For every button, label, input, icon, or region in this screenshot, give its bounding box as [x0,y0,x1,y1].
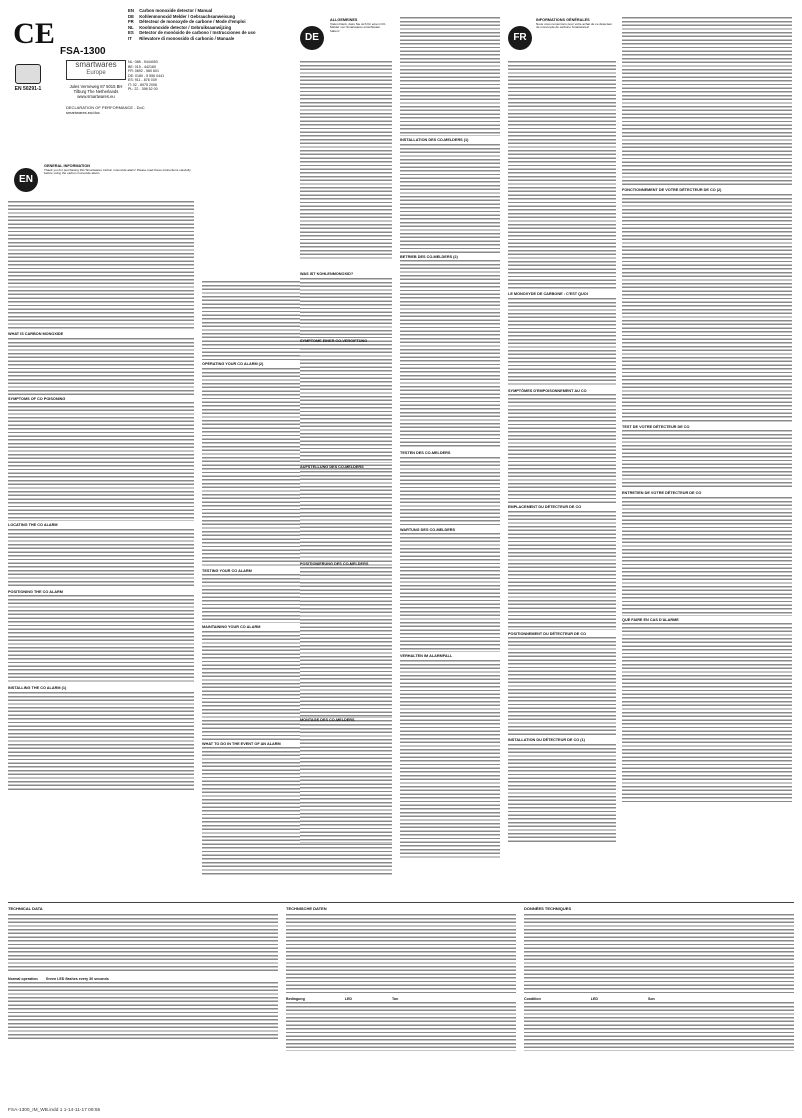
text-block [300,470,392,560]
text-block [524,1001,794,1051]
intro-text: Thank you for purchasing this Smartwares carbon monoxide alarm! Please read these instructions carefully before using the carbon monoxide alarm. [44,167,191,176]
title-lang: FR [128,19,134,25]
section-heading: SYMPTÔMES D'EMPOISONNEMENT AU CO [508,388,587,393]
contact-line: FR: 0892 - 560 601 [128,69,159,73]
company-address [66,84,126,99]
text-block [300,277,392,337]
section-heading: MONTAGE DES CO-MELDERS [300,718,355,723]
text-block [400,456,500,526]
section-heading: LE MONOXYDE DE CARBONE : C'EST QUOI [508,292,588,296]
table-header-cell: LED [590,997,598,1001]
text-block [622,496,792,616]
title-lang: NL [128,24,134,30]
section-heading: VERHALTEN IM ALARMFALL [400,654,453,659]
lang-badge-fr: FR [508,26,532,50]
section-heading: WHAT TO DO IN THE EVENT OF AN ALARM [202,741,281,746]
text-block [622,429,792,489]
contact-line: ES: 911 - 876 039 [128,78,157,82]
contact-line: NL: 088 - 9444053 [128,60,158,64]
website: www.smartwares.eu [77,94,115,99]
text-block [8,594,194,684]
text-block [400,259,500,449]
title-text: Rilevatore di monossido di carbonio / Manuale [139,35,235,41]
section-heading: ENTRETIEN DE VOTRE DÉTECTEUR DE CO [622,491,702,496]
contact-line: PL: 22 - 398 52 00 [128,87,158,91]
text-block [622,622,792,802]
title-text: Carbon monoxide detector / Manual [139,8,213,13]
standard-icon [15,64,41,84]
section-heading: TESTING YOUR CO ALARM [202,568,252,573]
tech-en [8,906,278,1102]
lang-badge-en: EN [14,168,38,192]
text-block [508,393,616,503]
brand-name: smartwares [75,60,117,69]
section-heading: AUFSTELLUNG DES CO-MELDERS [300,465,364,470]
column-en [44,162,194,177]
section-heading: WARTUNG DES CO-MELDERS [400,527,456,532]
text-block [400,532,500,652]
section-heading: POSITIONIERUNG DES CO-MELDERS [300,561,369,566]
intro-text: Nous vous remercions pour votre achat de ce détecteur de monoxyde de carbone Smartwares! [536,21,613,30]
text-block [8,913,278,973]
text-block [524,913,794,993]
text-block [286,913,516,993]
section-heading: TEST DE VOTRE DÉTECTEUR DE CO [622,424,690,429]
intro-text: Vielen Dank, dass Sie sich für einen CO-Melder von Smartwares entschieden haben! [330,21,387,33]
section-heading: FONCTIONNEMENT DE VOTRE DÉTECTEUR DE CO (2) [622,188,722,192]
table-header-cell: Normal operation [8,977,38,981]
section-heading: WHAT IS CARBON MONOXIDE [8,332,64,336]
contact-line: BE: 015 - 442160 [128,64,156,69]
text-block [508,60,616,290]
model-number: FSA-1300 [60,46,106,57]
fr-body-2 [622,16,792,896]
section-heading: TESTEN DES CO-MELDERS [400,451,451,456]
table-header-cell: Green LED flashes every 30 seconds [45,977,109,981]
section-heading: SYMPTOMS OF CO POISONING [8,396,66,401]
text-block [8,691,194,791]
title-lang: ES [128,30,134,36]
tech-title: TECHNICAL DATA [8,906,43,911]
declaration-url: smartwares.eu/doc [66,109,100,115]
section-heading: MAINTAINING YOUR CO ALARM [202,625,261,630]
text-block [622,193,792,423]
text-block [8,200,194,330]
title-text: Detector de monóxido de carbono / Instrucciones de uso [139,30,256,36]
text-block [508,743,616,843]
section-heading: INSTALLING THE CO ALARM (1) [8,686,67,691]
section-heading: INFORMATIONS GÉNÉRALES [536,18,590,22]
section-heading: INSTALLATION DES CO-MELDERS (1) [400,138,469,142]
de-intro [330,16,390,35]
title-lang: IT [128,35,132,41]
text-block [300,60,392,260]
text-block [300,723,392,843]
title-line [128,36,298,42]
fr-body [508,60,616,900]
tech-fr [524,906,794,1102]
de-body-2 [400,16,500,896]
text-block [8,528,194,588]
section-heading: ALLGEMEINES [330,18,358,22]
contact-line: DE: 0180 - 5 556 0441 [128,73,165,78]
contact-line: IT: 02 - 8975 2006 [128,82,157,87]
text-block [8,981,278,1041]
en-body [8,200,194,900]
title-lang: DE [128,13,134,19]
text-block [8,401,194,521]
section-heading: LOCATING THE CO ALARM [8,523,58,528]
section-heading: BETRIEB DES CO-MELDERS (2) [400,254,458,259]
section-heading: GENERAL INFORMATION [44,164,91,168]
title-text: Kohlenmonoxid Melder / Gebrauchsanweisung [139,13,235,19]
declaration-title: DECLARATION OF PERFORMANCE - DoC [66,105,145,110]
title-lang: EN [128,8,134,13]
text-block [400,143,500,253]
de-body-top [300,60,392,270]
text-block [622,16,792,186]
section-heading: QUE FAIRE EN CAS D'ALARME [622,617,679,622]
section-heading: INSTALLATION DU DÉTECTEUR DE CO (1) [508,738,585,743]
text-block [300,566,392,716]
contact-list [128,60,206,92]
tech-title: TECHNISCHE DATEN [286,906,327,911]
text-block [8,337,194,395]
table-header-cell: LED [344,997,352,1001]
text-block [508,510,616,630]
fr-intro [536,16,616,31]
text-block [508,636,616,736]
text-block [508,297,616,387]
text-block [286,1001,516,1051]
print-footer: FSA-1300_IM_WB.indd 1 1-14-11-17 09:55 [8,1108,101,1113]
table-header-cell: Son [647,997,655,1001]
table-header-cell: Bedingung [286,997,305,1001]
brand-sub: Europe [86,70,106,76]
de-body [300,270,392,900]
address-line: Jules Verneweg 87 5015 BH Tilburg The Netherlands [69,84,123,94]
text-block [400,16,500,136]
lang-badge-de: DE [300,26,324,50]
tech-de [286,906,516,1102]
section-heading: POSITIONING THE CO ALARM [8,589,63,594]
section-heading: OPERATING YOUR CO ALARM (2) [202,362,264,366]
manual-titles [128,8,298,42]
standard-label: EN 50291-1 [14,86,42,92]
declaration [66,106,206,116]
text-block [400,659,500,859]
section-heading: EMPLACEMENT DU DÉTECTEUR DE CO [508,505,582,510]
divider [8,902,794,903]
section-heading: POSITIONNEMENT DU DÉTECTEUR DE CO [508,631,587,636]
table-header-cell: Ton [391,997,399,1001]
text-block [300,343,392,463]
ce-mark: CE [13,17,55,50]
table-header-cell: Condition [524,997,541,1001]
section-heading: WAS IST KOHLENMONOXID? [300,272,354,276]
title-text: Koolmonoxide detector / Gebruiksaanwijzing [139,24,232,30]
title-text: Détecteur de monoxyde de carbone / Mode d'emploi [139,19,246,25]
section-heading: SYMPTOME EINER CO-VERGIFTUNG [300,338,368,343]
tech-title: DONNÉES TECHNIQUES [524,906,572,911]
